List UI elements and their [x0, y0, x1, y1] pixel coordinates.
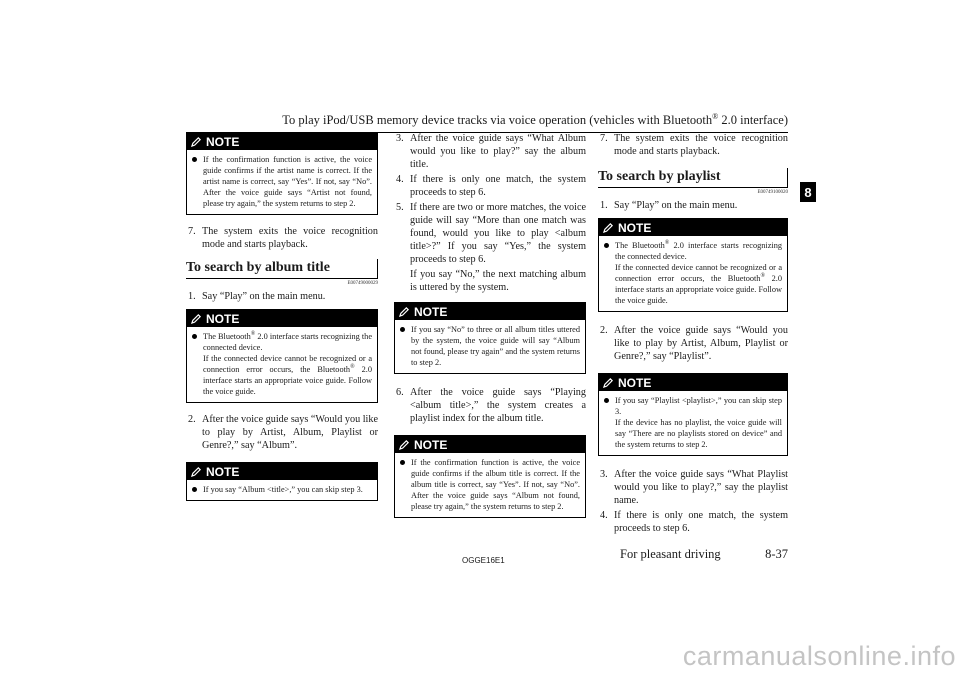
note-text — [604, 395, 782, 450]
pencil-icon — [191, 136, 202, 147]
column-middle — [394, 132, 586, 528]
step-3 — [598, 468, 788, 507]
note-box — [186, 309, 378, 403]
note-text: If you say “No” to three or all album titles uttered by the system, the voice guide will say “Album not found, please try again” and the system returns to step 2. — [411, 325, 580, 367]
note-text — [192, 331, 372, 397]
pencil-icon — [399, 306, 410, 317]
step-number: 7. — [188, 226, 196, 237]
step-text: After the voice guide says “Would you like to play by Artist, Album, Playlist or Genre?,” say “Album”. — [202, 414, 378, 451]
step-text: Say “Play” on the main menu. — [614, 200, 738, 211]
step-7 — [598, 132, 788, 158]
note-text-part: The Bluetooth — [615, 241, 665, 250]
note-label: NOTE — [618, 220, 652, 235]
step-number: 1. — [600, 200, 608, 211]
note-text-part: 2.0 interface starts recognizing the connected device. — [615, 241, 783, 261]
column-left — [186, 132, 378, 511]
note-box — [394, 302, 586, 374]
note-body — [395, 453, 585, 517]
note-label: NOTE — [206, 311, 240, 326]
pencil-icon — [191, 313, 202, 324]
step-text: After the voice guide says “Playing <album title>,” the system creates a playlist index for the album title. — [410, 387, 586, 424]
bullet-icon — [192, 487, 197, 492]
footer-section: For pleasant driving — [620, 547, 721, 561]
note-body — [187, 480, 377, 500]
footer-page-number: 8-37 — [765, 547, 788, 561]
step-number: 3. — [600, 469, 608, 480]
step-2 — [598, 324, 788, 363]
note-text: If the confirmation function is active, the voice guide confirms if the artist name is correct. If the artist name is correct, say “Yes”. If not, say “No”. After the voice guide says “Artist not found, please try again,” the system returns to step 2. — [203, 155, 372, 208]
note-body — [599, 236, 787, 311]
header-title-pre: To play iPod/USB memory device tracks via voice operation (vehicles with Bluetooth — [282, 113, 713, 128]
section-heading-playlist: To search by playlist — [598, 168, 788, 188]
pencil-icon — [191, 466, 202, 477]
note-text-part: 2.0 interface starts an appropriate voice guide. Follow the voice guide. — [203, 365, 372, 396]
note-header — [395, 303, 585, 320]
step-number: 1. — [188, 291, 196, 302]
step-text: The system exits the voice recognition mode and starts playback. — [614, 133, 788, 157]
section-code: E00749100020 — [757, 190, 788, 195]
bullet-icon — [192, 334, 197, 339]
note-text-part: 2.0 interface starts an appropriate voice guide. Follow the voice guide. — [615, 274, 782, 305]
step-text: After the voice guide says “Would you like to play by Artist, Album, Playlist or Genre?,” say “Playlist”. — [614, 325, 788, 362]
step-text: If there are two or more matches, the voice guide will say “More than one match was found, would you like to play <album title>?” If you say “Yes,” the system proceeds to step 6. — [410, 202, 586, 265]
note-header — [599, 374, 787, 391]
note-body — [599, 391, 787, 455]
note-label: NOTE — [414, 437, 448, 452]
note-text-part: If the connected device cannot be recognized or a connection error occurs, the Bluetooth — [615, 263, 782, 283]
note-label: NOTE — [618, 375, 652, 390]
bullet-icon — [604, 243, 609, 248]
note-box — [598, 218, 788, 312]
chapter-tab: 8 — [800, 182, 816, 202]
note-text-part: If the connected device cannot be recognized or a connection error occurs, the Bluetooth — [203, 354, 372, 374]
step-4 — [598, 509, 788, 535]
step-number: 5. — [396, 202, 404, 213]
note-header — [187, 463, 377, 480]
step-3 — [394, 132, 586, 171]
pencil-icon — [603, 222, 614, 233]
step-1 — [186, 290, 378, 303]
note-text-part: 2.0 interface starts recognizing the connected device. — [203, 332, 372, 352]
note-box — [186, 132, 378, 215]
bullet-icon — [400, 460, 405, 465]
step-6 — [394, 386, 586, 425]
page-header — [186, 109, 788, 133]
step-number: 2. — [600, 325, 608, 336]
note-text: If you say “Album <title>,” you can skip step 3. — [203, 485, 363, 494]
note-box — [598, 373, 788, 456]
watermark: carmanualsonline.info — [682, 641, 956, 671]
note-header — [187, 133, 377, 150]
section-heading-album: To search by album title — [186, 259, 378, 279]
step-text: After the voice guide says “What Album would you like to play?” say the album title. — [410, 133, 586, 170]
step-text: Say “Play” on the main menu. — [202, 291, 326, 302]
note-box — [186, 462, 378, 501]
registered-mark: ® — [664, 240, 670, 247]
header-registered-mark: ® — [712, 112, 719, 121]
note-body — [187, 150, 377, 214]
bullet-icon — [192, 157, 197, 162]
step-number: 3. — [396, 133, 404, 144]
note-header — [187, 310, 377, 327]
step-text: If there is only one match, the system proceeds to step 6. — [410, 174, 586, 198]
pencil-icon — [603, 377, 614, 388]
step-4 — [394, 173, 586, 199]
note-text-part: If you say “Playlist <playlist>,” you can skip step 3. — [615, 396, 782, 416]
step-text: If there is only one match, the system proceeds to step 6. — [614, 510, 788, 534]
step-5-continued: If you say “No,” the next matching album is uttered by the system. — [410, 269, 586, 293]
step-7 — [186, 225, 378, 251]
note-header — [395, 436, 585, 453]
column-right — [598, 132, 788, 537]
step-number: 7. — [600, 133, 608, 144]
header-title-post: 2.0 interface) — [718, 113, 788, 128]
pencil-icon — [399, 439, 410, 450]
note-box — [394, 435, 586, 518]
note-text-part: The Bluetooth — [203, 332, 251, 341]
bullet-icon — [400, 327, 405, 332]
step-text: The system exits the voice recognition mode and starts playback. — [202, 226, 378, 250]
note-header — [599, 219, 787, 236]
section-code: E00749000029 — [347, 281, 378, 286]
step-1 — [598, 199, 788, 212]
registered-mark: ® — [250, 331, 256, 338]
step-text: After the voice guide says “What Playlist would you like to play?,” say the playlist name. — [614, 469, 788, 506]
step-number: 6. — [396, 387, 404, 398]
registered-mark: ® — [760, 273, 766, 280]
step-2 — [186, 413, 378, 452]
note-body — [187, 327, 377, 402]
footer-code: OGGE16E1 — [462, 556, 505, 565]
note-body — [395, 320, 585, 373]
registered-mark: ® — [350, 364, 355, 371]
step-number: 2. — [188, 414, 196, 425]
note-text — [604, 240, 782, 306]
step-5 — [394, 201, 586, 266]
note-label: NOTE — [414, 304, 448, 319]
bullet-icon — [604, 398, 609, 403]
footer-page — [620, 547, 788, 562]
note-text: If the confirmation function is active, the voice guide confirms if the album title is correct. If the album title is correct, say “Yes”. If not, say “No”. After the voice guide says “Album not found, please try again,” the system returns to step 2. — [411, 458, 580, 511]
note-label: NOTE — [206, 464, 240, 479]
note-label: NOTE — [206, 134, 240, 149]
step-number: 4. — [600, 510, 608, 521]
note-text-part: If the device has no playlist, the voice guide will say “There are no playlists stored on device” and the system returns to step 2. — [615, 418, 782, 449]
step-number: 4. — [396, 174, 404, 185]
